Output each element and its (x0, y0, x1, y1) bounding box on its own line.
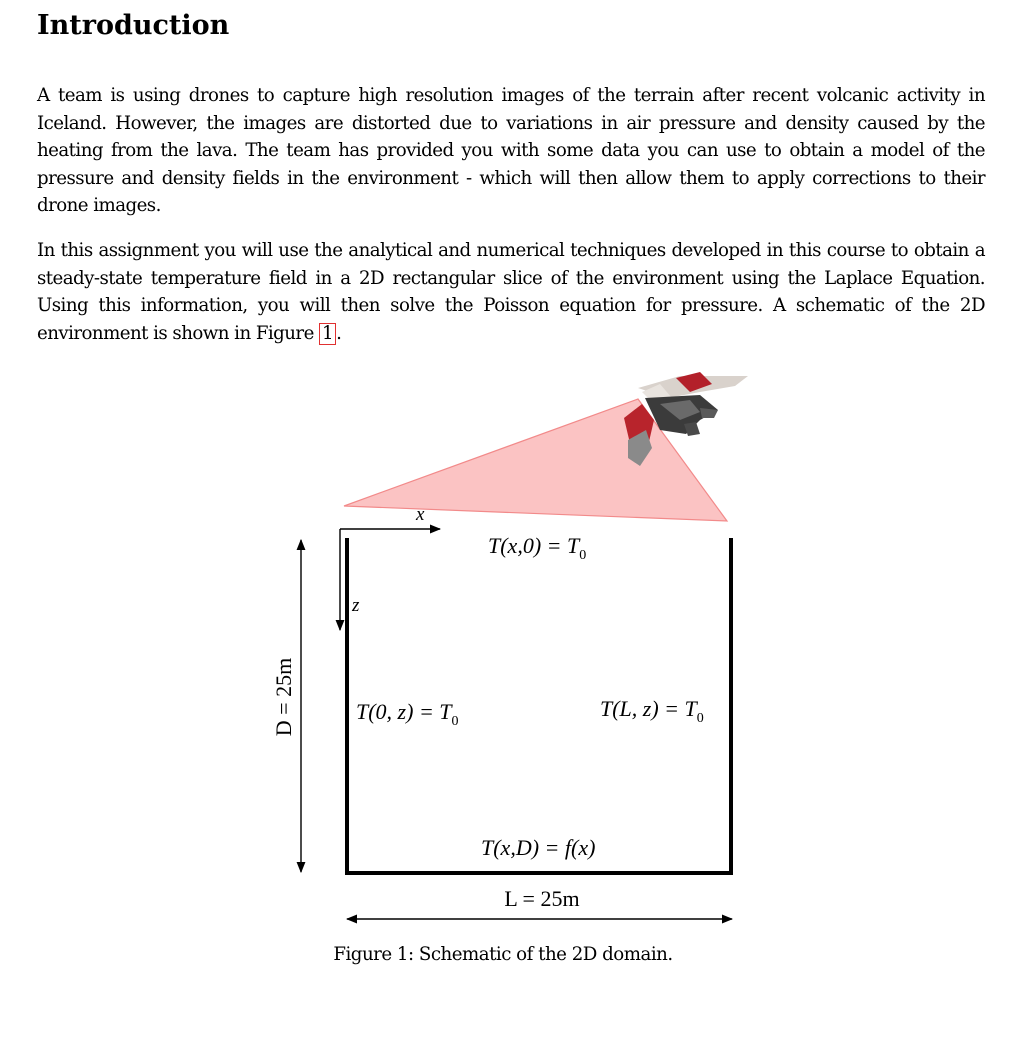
intro-paragraph-1: A team is using drones to capture high resolution images of the terrain after recent volcanic activity in Iceland. However, the images are distorted due to variations in air pressure and density caused by the heating from the lava. The team has provided you with some data you can use to obtain a model of the pressure and density fields in the environment - which will then allow them to apply corrections to their drone images. (37, 85, 985, 217)
x-axis-label: x (416, 504, 425, 525)
section-title: Introduction (37, 10, 230, 41)
bc-bottom-label: T(x,D) = f(x) (481, 835, 596, 860)
drone-image (624, 372, 748, 466)
bc-top-text: T(x,0) = T (488, 533, 580, 558)
bc-left-label (356, 699, 459, 729)
figure-reference-link[interactable]: 1 (319, 323, 336, 345)
figure-caption: Figure 1: Schematic of the 2D domain. (333, 944, 673, 965)
bc-top-subscript: 0 (579, 548, 587, 563)
intro-paragraph-2-text: In this assignment you will use the analytical and numerical techniques developed in this course to obtain a steady-state temperature field in a 2D rectangular slice of the environment using the Laplace Equation. Using this information, you will then solve the Poisson equation for pressure. A schematic of the 2D environment is shown in Figure (37, 240, 985, 344)
z-axis-label: z (352, 595, 360, 616)
svg-text:T(0, z) = T0 (356, 699, 459, 729)
bc-right-subscript: 0 (696, 711, 704, 726)
bc-top-label (488, 533, 586, 563)
svg-text:T(x,0) = T0 (488, 533, 586, 563)
bc-right-label (600, 696, 704, 726)
bc-right-text: T(L, z) = T (600, 696, 697, 721)
bc-left-subscript: 0 (451, 714, 459, 729)
depth-dimension-label: D = 25m (271, 657, 296, 737)
svg-text:T(L, z) = T0 (600, 696, 704, 726)
bc-left-text: T(0, z) = T (356, 699, 452, 724)
length-dimension-label: L = 25m (504, 886, 580, 911)
intro-paragraph-2-end: . (336, 322, 342, 344)
